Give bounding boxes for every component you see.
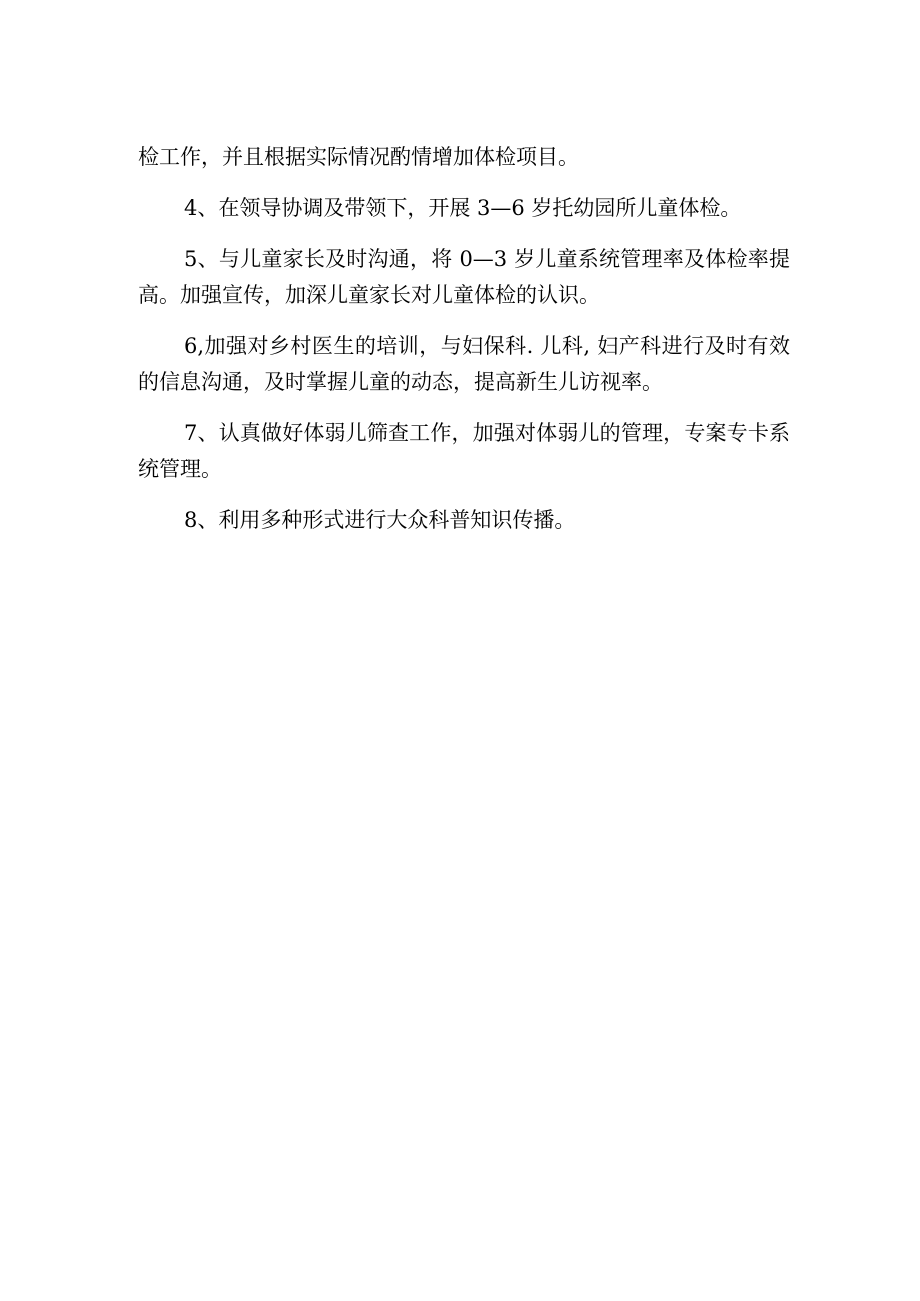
- paragraph-item-6: 6,加强对乡村医生的培训，与妇保科. 儿科, 妇产科进行及时有效的信息沟通，及时掌握儿童的动态，提高新生儿访视率。: [138, 334, 790, 394]
- document-body: [138, 139, 790, 553]
- paragraph-continuation: 检工作，并且根据实际情况酌情增加体检项目。: [138, 145, 579, 169]
- paragraph-item-8: 8、利用多种形式进行大众科普知识传播。: [184, 508, 576, 532]
- paragraph-item-5: 5、与儿童家长及时沟通，将 0—3 岁儿童系统管理率及体检率提高。加强宣传，加深儿童家长对儿童体检的认识。: [138, 247, 790, 307]
- paragraph-item-7: 7、认真做好体弱儿筛查工作，加强对体弱儿的管理，专案专卡系统管理。: [138, 421, 790, 481]
- paragraph-item-4: 4、在领导协调及带领下，开展 3—6 岁托幼园所儿童体检。: [184, 196, 742, 220]
